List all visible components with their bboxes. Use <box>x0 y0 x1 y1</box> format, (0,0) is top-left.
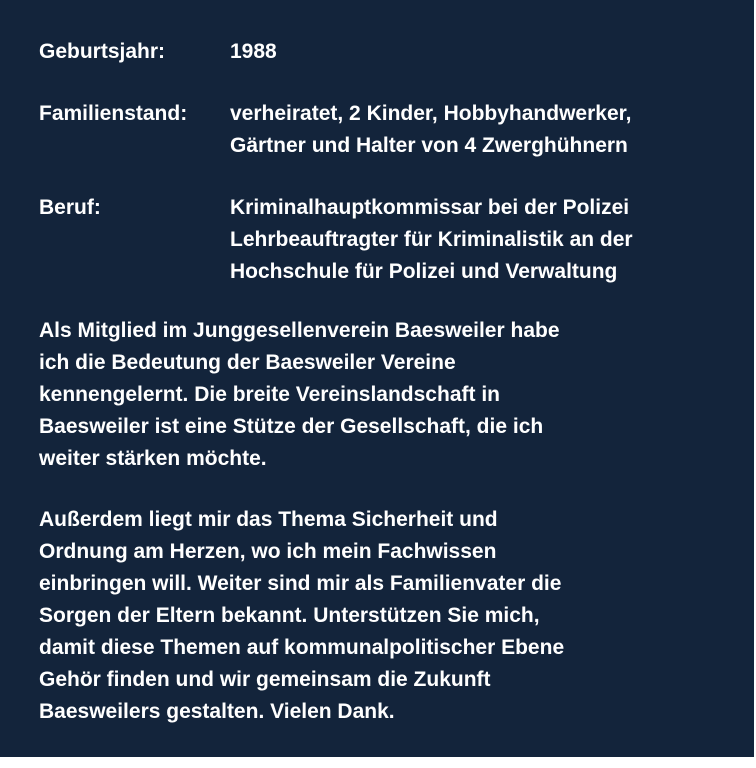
profession-line: Hochschule für Polizei und Verwaltung <box>230 260 618 283</box>
paragraph-line: kennengelernt. Die breite Vereinslandschaft in <box>39 383 500 406</box>
paragraph-line: Ordnung am Herzen, wo ich mein Fachwissen <box>39 540 497 563</box>
profession-label: Beruf: <box>39 196 101 219</box>
paragraph-line: weiter stärken möchte. <box>39 447 267 470</box>
birth-year-row <box>39 36 729 68</box>
paragraph-line: einbringen will. Weiter sind mir als Familienvater die <box>39 572 562 595</box>
family-status-row <box>39 98 729 162</box>
priorities-paragraph <box>39 504 729 728</box>
birth-year-value: 1988 <box>230 40 277 63</box>
paragraph-line: Baesweilers gestalten. Vielen Dank. <box>39 700 395 723</box>
paragraph-line: Sorgen der Eltern bekannt. Unterstützen Sie mich, <box>39 604 540 627</box>
profession-row <box>39 192 729 288</box>
family-status-line: verheiratet, 2 Kinder, Hobbyhandwerker, <box>230 102 632 125</box>
family-status-label: Familienstand: <box>39 102 188 125</box>
paragraph-line: Außerdem liegt mir das Thema Sicherheit und <box>39 508 498 531</box>
profession-line: Lehrbeauftragter für Kriminalistik an der <box>230 228 633 251</box>
birth-year-label: Geburtsjahr: <box>39 40 166 63</box>
paragraph-line: Gehör finden und wir gemeinsam die Zukunft <box>39 668 491 691</box>
paragraph-line: Als Mitglied im Junggesellenverein Baesweiler habe <box>39 319 560 342</box>
profession-line: Kriminalhauptkommissar bei der Polizei <box>230 196 630 219</box>
paragraph-line: ich die Bedeutung der Baesweiler Vereine <box>39 351 456 374</box>
profession-value <box>230 192 729 288</box>
intro-paragraph <box>39 315 729 475</box>
profile-info <box>39 36 729 288</box>
paragraph-line: damit diese Themen auf kommunalpolitischer Ebene <box>39 636 565 659</box>
family-status-line: Gärtner und Halter von 4 Zwerghühnern <box>230 134 628 157</box>
paragraph-line: Baesweiler ist eine Stütze der Gesellschaft, die ich <box>39 415 544 438</box>
family-status-value <box>230 98 729 162</box>
